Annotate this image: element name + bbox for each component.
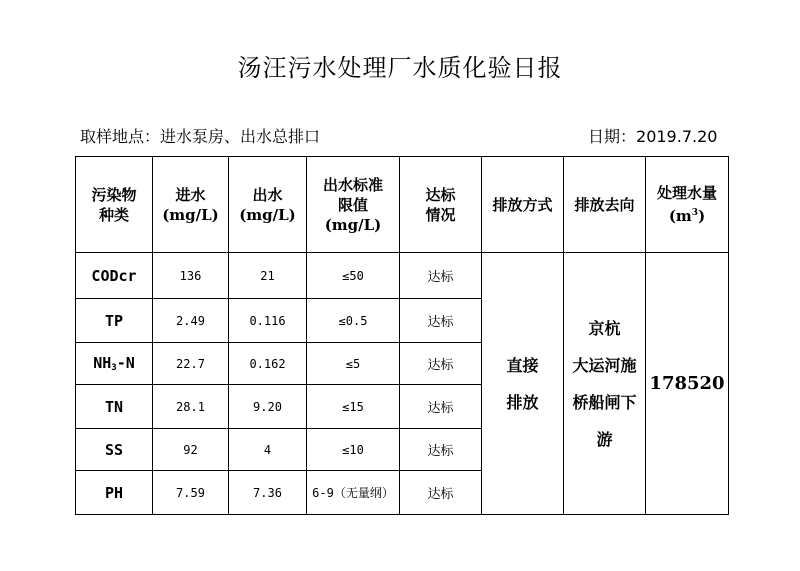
pollutant-name-prefix: NH (93, 354, 112, 372)
effluent-value: 4 (229, 429, 307, 471)
influent-value: 7.59 (153, 471, 229, 515)
pollutant-name: TP (76, 299, 153, 343)
header-compliance-line2: 情况 (425, 205, 456, 224)
discharge-method-line1: 直接 (506, 355, 539, 375)
discharge-method-line2: 排放 (506, 392, 539, 412)
header-limit-line1: 出水标准 (322, 175, 383, 194)
compliance-status: 达标 (400, 299, 482, 343)
header-effluent-line1: 出水 (252, 185, 283, 204)
limit-value: ≤0.5 (307, 299, 400, 343)
sampling-location-value: 进水泵房、出水总排口 (160, 127, 321, 146)
table-row (76, 253, 729, 299)
effluent-value: 0.116 (229, 299, 307, 343)
volume-unit-superscript: 3 (691, 208, 699, 218)
header-volume-line1: 处理水量 (656, 184, 717, 202)
header-influent-line2: (mg/L) (162, 205, 219, 224)
header-effluent (229, 157, 307, 253)
effluent-value: 21 (229, 253, 307, 299)
influent-value: 22.7 (153, 343, 229, 385)
pollutant-name (76, 343, 153, 385)
report-title: 汤汪污水处理厂水质化验日报 (237, 54, 563, 82)
limit-value: ≤50 (307, 253, 400, 299)
effluent-value: 7.36 (229, 471, 307, 515)
discharge-destination-line3: 桥船闸下 (572, 392, 637, 412)
discharge-destination-cell (564, 253, 646, 515)
pollutant-name: PH (76, 471, 153, 515)
pollutant-name-subscript: 3 (111, 363, 117, 373)
compliance-status: 达标 (400, 385, 482, 429)
pollutant-name: TN (76, 385, 153, 429)
sampling-location (80, 124, 320, 147)
limit-value: ≤15 (307, 385, 400, 429)
header-effluent-line2: (mg/L) (239, 205, 296, 224)
treated-volume-value: 178520 (646, 253, 729, 515)
compliance-status: 达标 (400, 471, 482, 515)
pollutant-name: SS (76, 429, 153, 471)
compliance-status: 达标 (400, 253, 482, 299)
discharge-destination-line4: 游 (596, 429, 613, 449)
water-quality-table (75, 156, 729, 515)
pollutant-name: CODcr (76, 253, 153, 299)
header-compliance-line1: 达标 (425, 185, 456, 204)
header-discharge-destination: 排放去向 (564, 157, 646, 253)
table-header-row (76, 157, 729, 253)
volume-unit-prefix: (m (668, 207, 692, 225)
header-pollutant-line2: 种类 (98, 205, 129, 224)
header-effluent-limit (307, 157, 400, 253)
influent-value: 28.1 (153, 385, 229, 429)
compliance-status: 达标 (400, 429, 482, 471)
pollutant-name-suffix: -N (116, 354, 135, 372)
influent-value: 92 (153, 429, 229, 471)
header-pollutant-line1: 污染物 (91, 185, 137, 204)
header-influent-line1: 进水 (175, 185, 206, 204)
header-discharge-method: 排放方式 (482, 157, 564, 253)
header-treated-volume (646, 157, 729, 253)
limit-value: ≤5 (307, 343, 400, 385)
header-pollutant (76, 157, 153, 253)
volume-unit-suffix: ) (698, 207, 706, 225)
influent-value: 2.49 (153, 299, 229, 343)
report-date-value: 2019.7.20 (636, 127, 718, 146)
report-date (588, 124, 717, 147)
header-limit-line3: (mg/L) (324, 215, 382, 234)
report-date-label: 日期： (588, 127, 637, 146)
effluent-value: 0.162 (229, 343, 307, 385)
limit-value: ≤10 (307, 429, 400, 471)
header-volume-unit (646, 203, 728, 226)
discharge-method-cell (482, 253, 564, 515)
influent-value: 136 (153, 253, 229, 299)
header-influent (153, 157, 229, 253)
effluent-value: 9.20 (229, 385, 307, 429)
sampling-location-label: 取样地点： (80, 127, 161, 146)
header-limit-line2: 限值 (337, 195, 368, 214)
limit-value: 6-9（无量纲） (307, 471, 400, 515)
discharge-destination-line1: 京杭 (588, 318, 621, 338)
discharge-destination-line2: 大运河施 (572, 355, 637, 375)
header-compliance (400, 157, 482, 253)
compliance-status: 达标 (400, 343, 482, 385)
